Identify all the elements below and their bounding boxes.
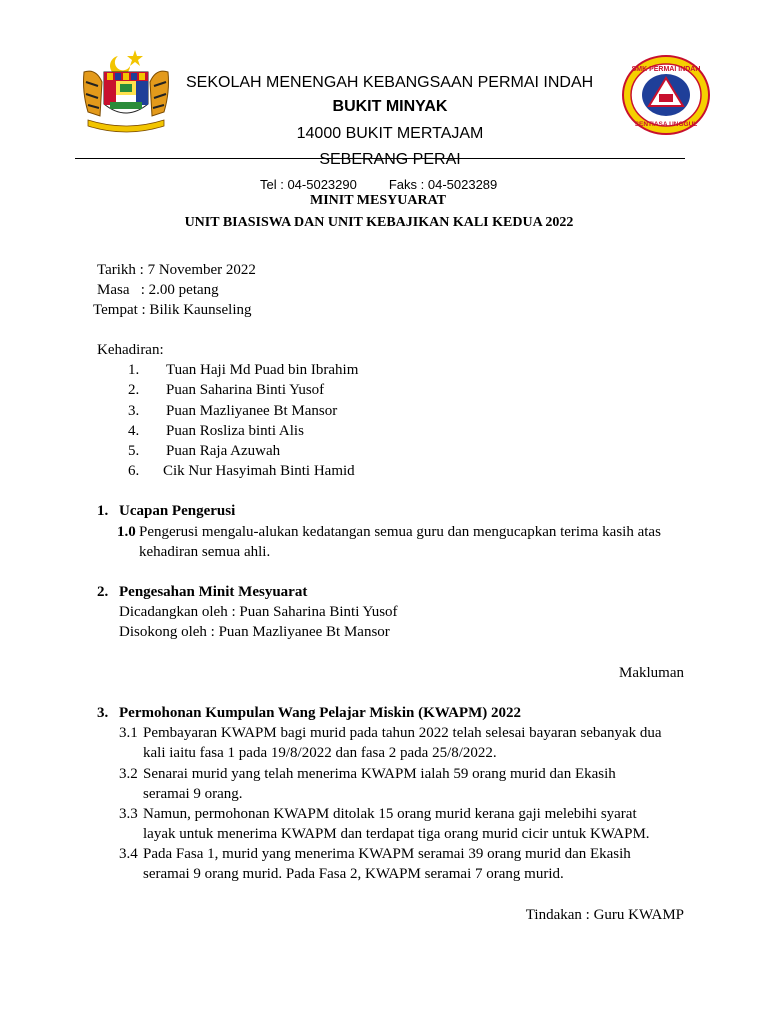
item-number: 1.0 [117,524,136,540]
item-text: seramai 9 orang murid. Pada Fasa 2, KWAPM seramai 7 orang murid. [143,866,564,882]
section-number: 2. [97,584,109,600]
section-heading: Permohonan Kumpulan Wang Pelajar Miskin (KWAPM) 2022 [119,705,521,721]
action-note: Makluman [619,665,684,681]
document-subtitle: UNIT BIASISWA DAN UNIT KEBAJIKAN KALI KEDUA 2022 [184,215,574,230]
svg-text:SMK PERMAI INDAH: SMK PERMAI INDAH [631,66,701,73]
item-number: 3.4 [119,846,138,862]
item-text: seramai 9 orang. [143,786,243,802]
attendance-number: 1. [128,362,140,378]
attendance-member: Cik Nur Hasyimah Binti Hamid [163,463,355,479]
action-note: Tindakan : Guru KWAMP [525,907,684,923]
document-title: MINIT MESYUARAT [310,193,446,208]
meeting-place: Tempat : Bilik Kaunseling [93,302,252,318]
attendance-number: 3. [128,403,140,419]
item-text: Namun, permohonan KWAPM ditolak 15 orang murid kerana gaji melebihi syarat [143,806,637,822]
section-heading: Pengesahan Minit Mesyuarat [119,584,308,600]
telephone-number: Tel : 04-5023290 [260,177,357,192]
attendance-number: 6. [128,463,140,479]
svg-text:SENTIASA UNGGUL: SENTIASA UNGGUL [634,121,698,128]
item-text: layak untuk menerima KWAPM dan terdapat tiga orang murid cicir untuk KWAPM. [143,826,650,842]
attendance-member: Puan Saharina Binti Yusof [166,382,325,398]
item-text: Pada Fasa 1, murid yang menerima KWAPM seramai 39 orang murid dan Ekasih [143,846,631,862]
attendance-member: Tuan Haji Md Puad bin Ibrahim [166,362,359,378]
meeting-date: Tarikh : 7 November 2022 [97,262,256,278]
attendance-member: Puan Mazliyanee Bt Mansor [166,403,338,419]
contact-line [260,177,497,192]
attendance-member: Puan Raja Azuwah [166,443,281,459]
item-text: Pembayaran KWAPM bagi murid pada tahun 2022 telah selesai bayaran sebanyak dua [143,725,662,741]
school-town: BUKIT MINYAK [332,98,448,115]
section-number: 3. [97,705,109,721]
section-heading: Ucapan Pengerusi [119,503,236,519]
item-number: 3.1 [119,725,138,741]
coat-of-arms-logo [80,42,172,134]
attendance-number: 5. [128,443,140,459]
item-number: 3.2 [119,766,138,782]
school-name: SEKOLAH MENENGAH KEBANGSAAN PERMAI INDAH [186,74,594,91]
school-postcode-city: 14000 BUKIT MERTAJAM [296,125,484,142]
section-number: 1. [97,503,109,519]
school-district: SEBERANG PERAI [319,151,461,168]
attendance-member: Puan Rosliza binti Alis [166,423,304,439]
item-text: Senarai murid yang telah menerima KWAPM ialah 59 orang murid dan Ekasih [143,766,616,782]
attendance-number: 4. [128,423,140,439]
item-text: Pengerusi mengalu-alukan kedatangan semua guru dan mengucapkan terima kasih atas [139,524,661,540]
fax-number: Faks : 04-5023289 [388,177,498,192]
school-badge-logo [621,54,711,136]
item-text: kehadiran semua ahli. [139,544,271,560]
proposed-by: Dicadangkan oleh : Puan Saharina Binti Yusof [119,604,398,620]
attendance-number: 2. [128,382,140,398]
item-number: 3.3 [119,806,138,822]
meeting-time: Masa : 2.00 petang [97,282,219,298]
item-text: kali iaitu fasa 1 pada 19/8/2022 dan fasa 2 pada 25/8/2022. [143,745,497,761]
seconded-by: Disokong oleh : Puan Mazliyanee Bt Mansor [119,624,390,640]
attendance-heading: Kehadiran: [97,342,164,358]
